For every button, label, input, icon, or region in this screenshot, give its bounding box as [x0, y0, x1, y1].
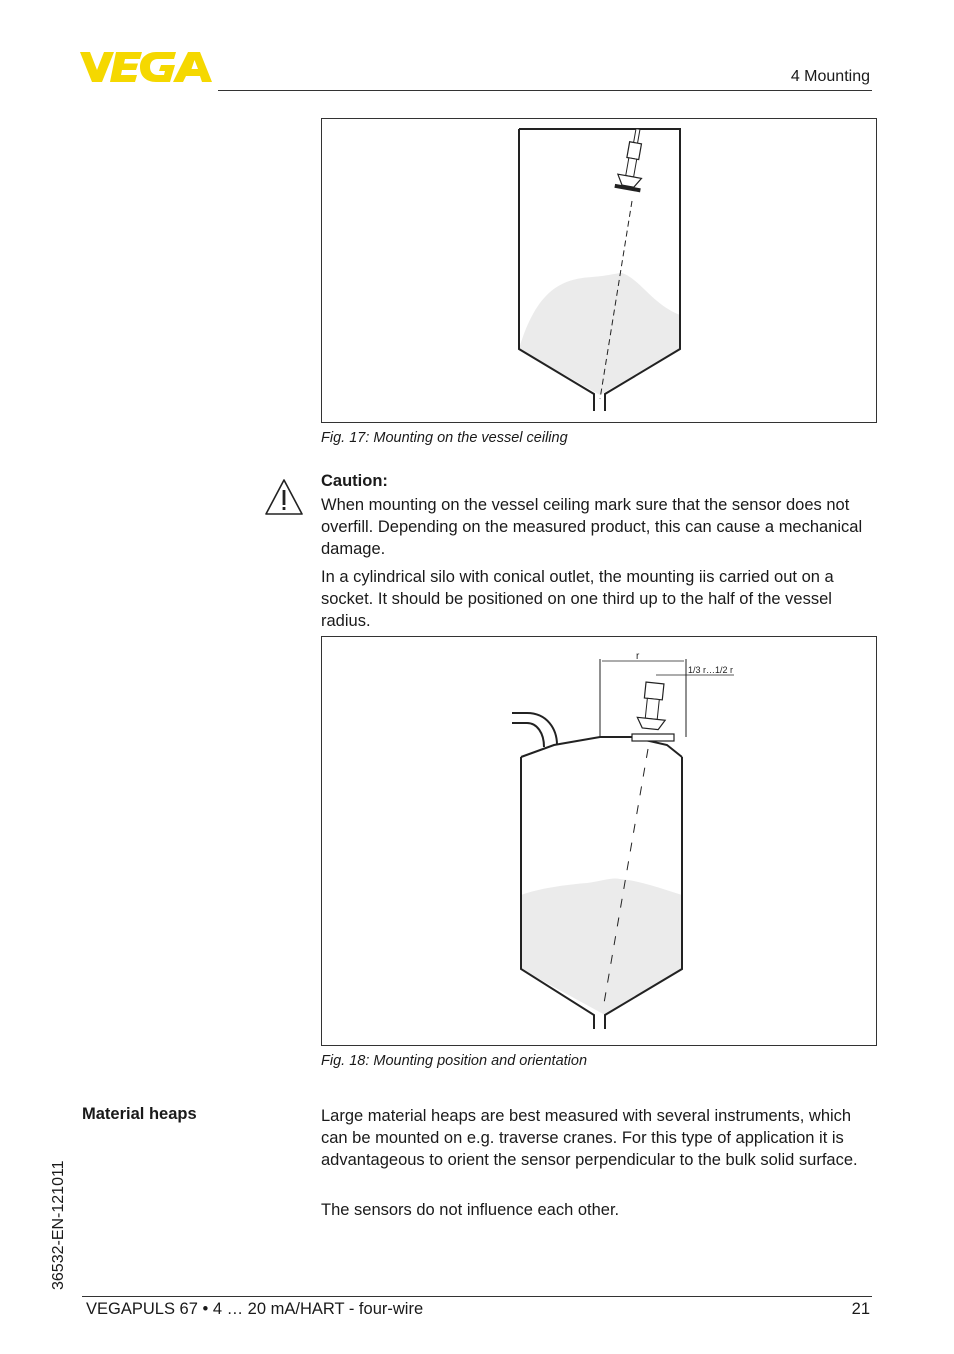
- figure-18-caption: Fig. 18: Mounting position and orientation: [321, 1053, 588, 1069]
- vega-logo: [80, 52, 212, 82]
- footer-product: VEGAPULS 67 • 4 … 20 mA/HART - four-wire: [86, 1300, 424, 1318]
- warning-triangle-icon: [264, 478, 304, 516]
- figure-17: [321, 118, 877, 423]
- silo-mounting-diagram: [322, 637, 876, 1045]
- offset-label: 1/3 r…1/2 r: [688, 665, 734, 675]
- caution-text: When mounting on the vessel ceiling mark sure that the sensor does not overfill. Depending on the measured product, this can cause a mechanical damage.: [321, 496, 863, 558]
- figure-18: [321, 636, 877, 1046]
- silo-mounting-paragraph: In a cylindrical silo with conical outlet, the mounting iis carried out on a socket. It should be positioned on one third up to the half of the vessel radius.: [321, 568, 834, 630]
- material-heaps-paragraph-1: Large material heaps are best measured with several instruments, which can be mounted on e.g. traverse cranes. For this type of application it is advantageous to orient the sensor perpendicular to the bulk solid surface.: [321, 1107, 858, 1169]
- section-title: 4 Mounting: [790, 68, 870, 85]
- radius-label: r: [636, 651, 640, 662]
- vessel-ceiling-diagram: [322, 119, 876, 422]
- material-heaps-paragraph-2: The sensors do not influence each other.: [321, 1201, 620, 1219]
- material-heaps-heading: Material heaps: [82, 1105, 197, 1123]
- header-rule: [218, 90, 872, 91]
- page-number: 21: [851, 1300, 870, 1318]
- footer-rule: [82, 1296, 872, 1297]
- document-code: 36532-EN-121011: [50, 1160, 67, 1290]
- caution-title: Caution:: [321, 472, 388, 490]
- figure-17-caption: Fig. 17: Mounting on the vessel ceiling: [321, 430, 568, 446]
